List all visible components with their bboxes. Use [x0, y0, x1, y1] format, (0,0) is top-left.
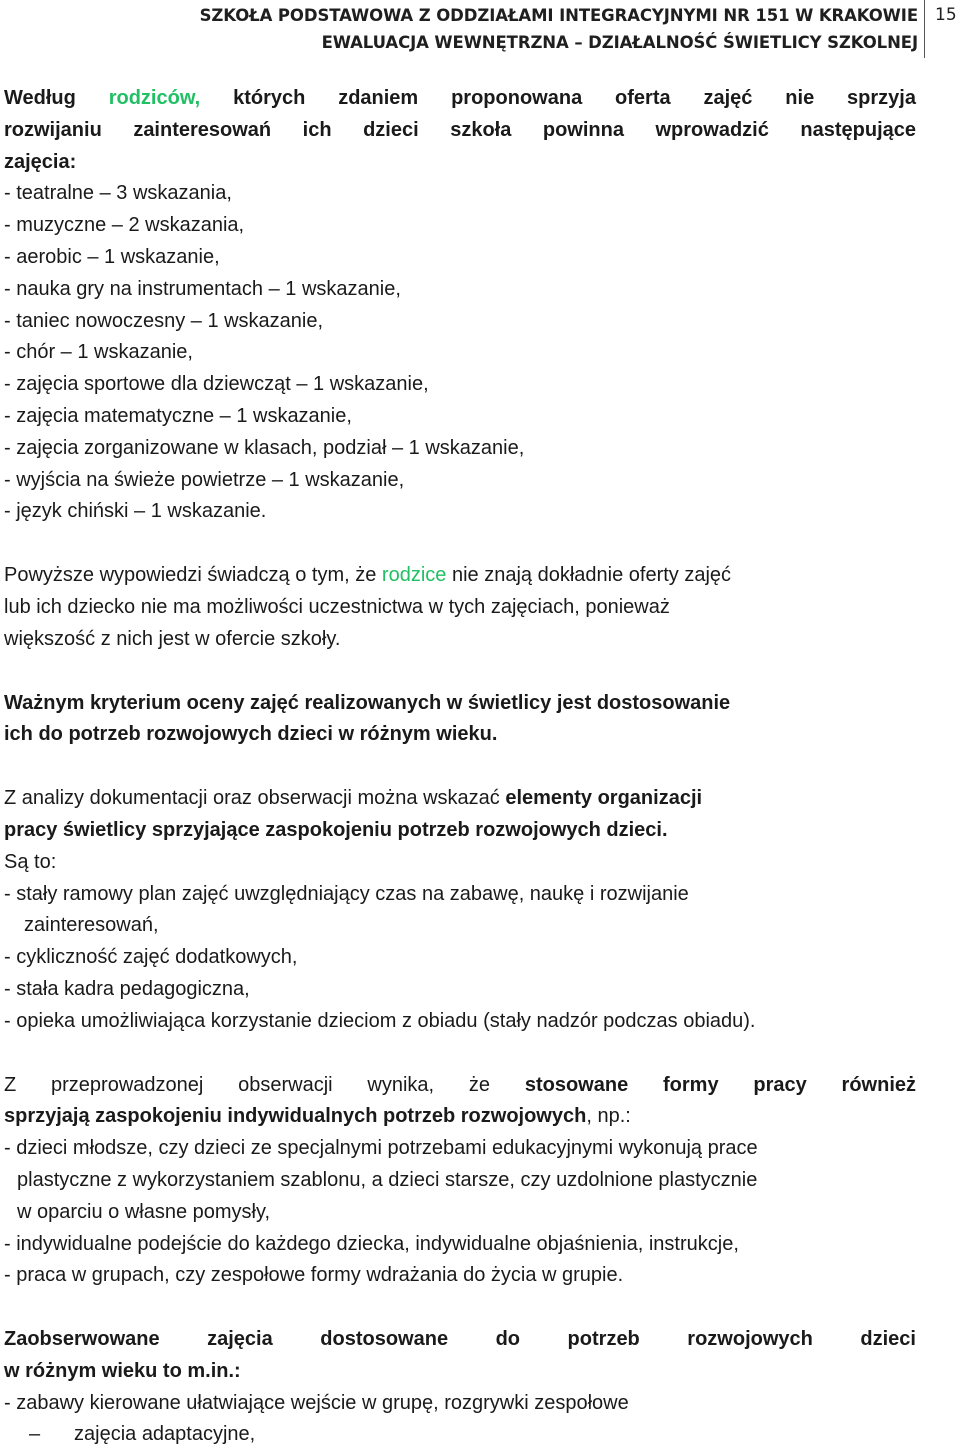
analysis-intro: pracy świetlicy sprzyjające zaspokojeniu potrzeb rozwojowych dzieci. [4, 818, 668, 841]
list-item: - praca w grupach, czy zespołowe formy wdrażania do życia w grupie. [4, 1264, 624, 1287]
paragraph-gap [4, 1038, 916, 1070]
paragraph-gap [4, 1292, 916, 1324]
paragraph-gap [4, 528, 916, 560]
list-item-continuation: plastyczne z wykorzystaniem szablonu, a dzieci starsze, czy uzdolnione plastycznie [17, 1168, 758, 1191]
list-item: - nauka gry na instrumentach – 1 wskazanie, [4, 277, 401, 300]
analysis-intro: Z analizy dokumentacji oraz obserwacji można wskazać elementy organizacji [4, 787, 703, 810]
parents-proposal-intro-line2: rozwijaniu zainteresowań ich dzieci szkoła powinna wprowadzić następujące [4, 118, 916, 141]
list-item: - chór – 1 wskazanie, [4, 341, 193, 364]
parents-proposal-intro-line3: zajęcia: [4, 150, 77, 173]
dash-bullet: – [29, 1423, 41, 1446]
conclusion-line: Powyższe wypowiedzi świadczą o tym, że rodzice nie znają dokładnie oferty zajęć [4, 564, 732, 587]
observed-classes-heading: Zaobserwowane zajęcia dostosowane do potrzeb rozwojowych dzieci [4, 1328, 916, 1351]
list-item: - zabawy kierowane ułatwiające wejście w grupę, rozgrywki zespołowe [4, 1391, 629, 1414]
parents-proposal-intro: Według rodziców, których zdaniem proponowana oferta zajęć nie sprzyja [4, 87, 916, 109]
list-item: - dzieci młodsze, czy dzieci ze specjalnymi potrzebami edukacyjnymi wykonują prace [4, 1137, 758, 1160]
header-school-name: SZKOŁA PODSTAWOWA Z ODDZIAŁAMI INTEGRACYJNYMI NR 151 W KRAKOWIE [199, 6, 918, 25]
highlight-parents-2: rodzice [381, 564, 447, 587]
page-number: 15 [935, 5, 957, 25]
paragraph-gap [4, 751, 916, 783]
list-item: - stały ramowy plan zajęć uwzględniający czas na zabawę, naukę i rozwijanie [4, 882, 689, 905]
list-item: - stała kadra pedagogiczna, [4, 977, 250, 1000]
list-item: - zajęcia sportowe dla dziewcząt – 1 wskazanie, [4, 373, 429, 396]
list-item: - zajęcia matematyczne – 1 wskazanie, [4, 404, 352, 427]
conclusion-line: większość z nich jest w ofercie szkoły. [4, 627, 341, 650]
page-header [200, 2, 918, 56]
list-item: - taniec nowoczesny – 1 wskazanie, [4, 309, 324, 332]
observation-intro: Z przeprowadzonej obserwacji wynika, że stosowane formy pracy również [4, 1073, 916, 1096]
list-item: – zajęcia adaptacyjne, [4, 1419, 916, 1451]
criterion-heading: ich do potrzeb rozwojowych dzieci w różnym wieku. [4, 723, 498, 746]
list-item: - wyjścia na świeże powietrze – 1 wskazanie, [4, 468, 405, 491]
list-item: - opieka umożliwiająca korzystanie dzieciom z obiadu (stały nadzór podczas obiadu). [4, 1009, 756, 1032]
list-item: - teatralne – 3 wskazania, [4, 182, 232, 205]
list-item: - zajęcia zorganizowane w klasach, podział – 1 wskazanie, [4, 436, 525, 459]
list-item: - indywidualne podejście do każdego dziecka, indywidualne objaśnienia, instrukcje, [4, 1232, 739, 1255]
list-item: - język chiński – 1 wskazanie. [4, 500, 267, 523]
highlight-parents: rodziców, [108, 87, 201, 109]
criterion-heading: Ważnym kryterium oceny zajęć realizowanych w świetlicy jest dostosowanie [4, 691, 731, 714]
list-item: - aerobic – 1 wskazanie, [4, 245, 220, 268]
header-report-title: EWALUACJA WEWNĘTRZNA – DZIAŁALNOŚĆ ŚWIETLICY SZKOLNEJ [321, 33, 918, 52]
list-item-continuation: zainteresowań, [24, 914, 159, 937]
conclusion-line: lub ich dziecko nie ma możliwości uczestnictwa w tych zajęciach, ponieważ [4, 595, 670, 618]
observation-intro: sprzyjają zaspokojeniu indywidualnych potrzeb rozwojowych, np.: [4, 1105, 631, 1128]
document-body [4, 83, 916, 1451]
paragraph-gap [4, 656, 916, 688]
list-item: - muzyczne – 2 wskazania, [4, 214, 245, 237]
list-item-continuation: w oparciu o własne pomysły, [17, 1200, 271, 1223]
list-item: - cykliczność zajęć dodatkowych, [4, 946, 298, 969]
analysis-intro: Są to: [4, 850, 57, 873]
header-divider [924, 0, 925, 58]
observed-classes-heading: w różnym wieku to m.in.: [4, 1359, 241, 1382]
